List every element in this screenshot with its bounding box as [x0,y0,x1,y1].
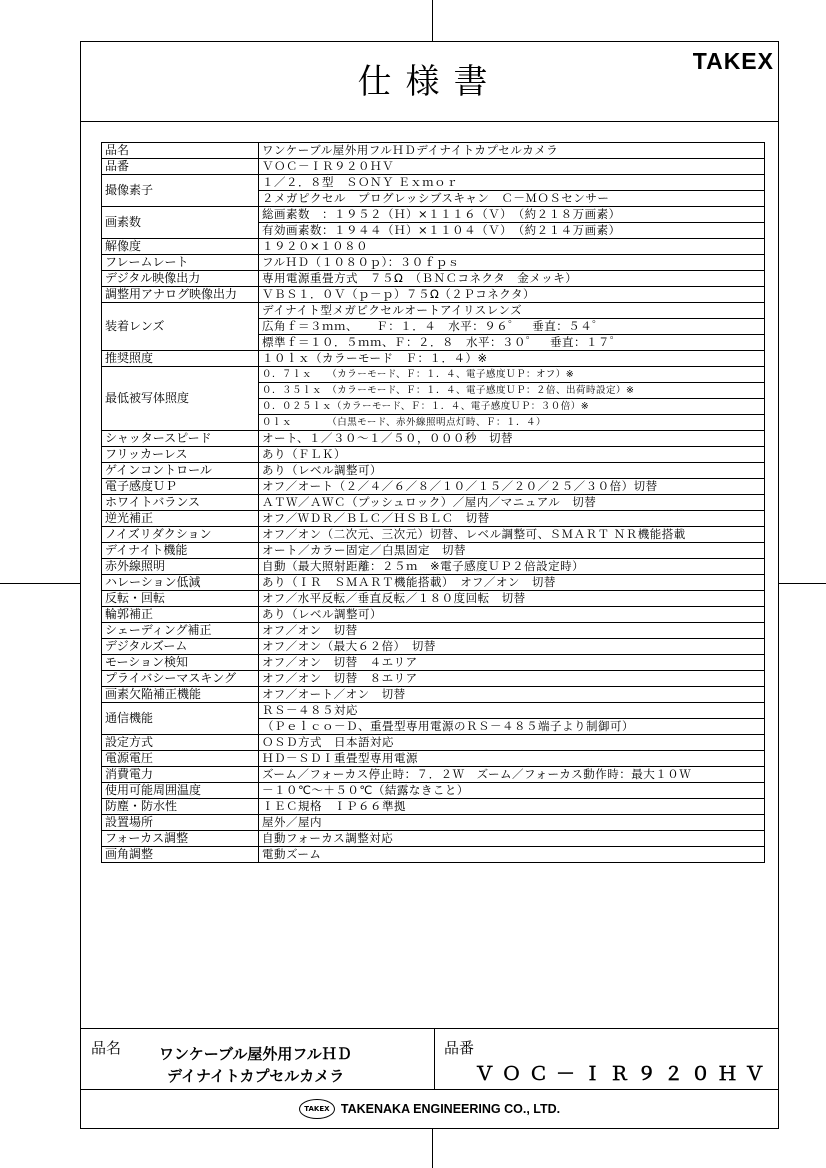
spec-value: ＯＳＤ方式 日本語対応 [259,735,765,751]
table-row [102,207,765,223]
spec-value: １０ｌｘ（カラーモード Ｆ：１．４）※ [259,351,765,367]
page-title: 仕様書 [357,62,502,102]
spec-label: フォーカス調整 [102,831,259,847]
spec-value: 自動（最大照射距離：２５ｍ ※電子感度ＵＰ２倍設定時） [259,559,765,575]
spec-value: あり（ＦＬＫ） [259,447,765,463]
company-block [81,1090,778,1128]
spec-value: １／２．８型 ＳＯＮＹ Ｅｘｍｏｒ [259,175,765,191]
spec-label: 撮像素子 [102,175,259,207]
spec-value: オート／カラー固定／白黒固定 切替 [259,543,765,559]
spec-value: オフ／オン 切替 ８エリア [259,671,765,687]
spec-value: ＡＴＷ／ＡＷＣ（プッシュロック）／屋内／マニュアル 切替 [259,495,765,511]
table-row [102,351,765,367]
table-row [102,479,765,495]
spec-label: デジタル映像出力 [102,271,259,287]
spec-value: あり（レベル調整可） [259,607,765,623]
spec-label: 通信機能 [102,703,259,735]
product-name-label: 品名 [91,1039,122,1057]
spec-value: ＶＢＳ１．０Ｖ（ｐ－ｐ）７５Ω（２Ｐコネクタ） [259,287,765,303]
spec-value: オフ／ＷＤＲ／ＢＬＣ／ＨＳＢＬＣ 切替 [259,511,765,527]
spec-value: オフ／オン（二次元、三次元）切替、レベル調整可、ＳＭＡＲＴ ＮＲ機能搭載 [259,527,765,543]
table-row [102,495,765,511]
spec-value: ０ｌｘ （白黒モード、赤外線照明点灯時、Ｆ：１．４） [259,415,765,431]
product-name-line1: ワンケーブル屋外用フルＨＤ [159,1045,352,1063]
company-logo-icon: TAKEX [299,1099,335,1119]
table-row [102,527,765,543]
spec-value: あり（ＩＲ ＳＭＡＲＴ機能搭載） オフ／オン 切替 [259,575,765,591]
table-row [102,287,765,303]
spec-value: デイナイト型メガピクセルオートアイリスレンズ [259,303,765,319]
spec-label: 解像度 [102,239,259,255]
spec-label: 逆光補正 [102,511,259,527]
table-row [102,767,765,783]
spec-value: 総画素数 ：１９５２（Ｈ）×１１１６（Ｖ） （約２１８万画素） [259,207,765,223]
spec-value: 自動フォーカス調整対応 [259,831,765,847]
spec-label: 品名 [102,143,259,159]
spec-sheet [80,41,779,1129]
spec-value: オフ／オート／オン 切替 [259,687,765,703]
crop-mark-right [779,583,826,584]
spec-label: 使用可能周囲温度 [102,783,259,799]
spec-value: ０．３５ｌｘ （カラーモード、Ｆ：１．４、電子感度ＵＰ：２倍、出荷時設定）※ [259,383,765,399]
spec-value: オフ／オート（２／４／６／８／１０／１５／２０／２５／３０倍）切替 [259,479,765,495]
spec-label: フリッカーレス [102,447,259,463]
table-row [102,751,765,767]
table-row [102,367,765,383]
header [81,42,778,122]
footer [81,1028,778,1128]
spec-label: デジタルズーム [102,639,259,655]
spec-label: フレームレート [102,255,259,271]
spec-label: 品番 [102,159,259,175]
spec-table [101,142,765,863]
table-row [102,735,765,751]
table-row [102,703,765,719]
table-row [102,143,765,159]
product-number-label: 品番 [444,1039,475,1057]
crop-mark-bottom [432,1129,433,1168]
spec-label: ゲインコントロール [102,463,259,479]
spec-label: デイナイト機能 [102,543,259,559]
spec-label: ホワイトバランス [102,495,259,511]
table-row [102,655,765,671]
spec-value: 電動ズーム [259,847,765,863]
spec-value: ＲＳ－４８５対応 [259,703,765,719]
spec-label: 輪郭補正 [102,607,259,623]
spec-label: 電子感度ＵＰ [102,479,259,495]
spec-value: オフ／オン 切替 ４エリア [259,655,765,671]
spec-label: 装着レンズ [102,303,259,351]
table-row [102,559,765,575]
product-number: ＶＯＣ－ＩＲ９２０ＨＶ [475,1063,773,1085]
table-row [102,607,765,623]
spec-label: 画角調整 [102,847,259,863]
table-row [102,671,765,687]
table-row [102,591,765,607]
crop-mark-top [432,0,433,41]
spec-label: 消費電力 [102,767,259,783]
spec-value: ＩＥＣ規格 ＩＰ６６準拠 [259,799,765,815]
spec-value: ＨＤ－ＳＤＩ重畳型専用電源 [259,751,765,767]
table-row [102,815,765,831]
spec-label: ハレーション低減 [102,575,259,591]
spec-value: フルＨＤ（１０８０ｐ）：３０ｆｐｓ [259,255,765,271]
spec-label: 電源電圧 [102,751,259,767]
spec-label: 反転・回転 [102,591,259,607]
spec-value: （Ｐｅｌｃｏ－Ｄ、重畳型専用電源のＲＳ－４８５端子より制御可） [259,719,765,735]
spec-value: ワンケーブル屋外用フルＨＤデイナイトカプセルカメラ [259,143,765,159]
spec-label: 画素欠陥補正機能 [102,687,259,703]
spec-value: ＶＯＣ－ＩＲ９２０ＨＶ [259,159,765,175]
table-row [102,463,765,479]
table-row [102,239,765,255]
table-row [102,687,765,703]
spec-value: １９２０×１０８０ [259,239,765,255]
spec-label: 赤外線照明 [102,559,259,575]
table-row [102,447,765,463]
spec-value: 専用電源重畳方式 ７５Ω （ＢＮＣコネクタ 金メッキ） [259,271,765,287]
spec-label: 最低被写体照度 [102,367,259,431]
spec-value: －１０℃～＋５０℃（結露なきこと） [259,783,765,799]
spec-value: オフ／オン（最大６２倍） 切替 [259,639,765,655]
spec-value: 有効画素数：１９４４（Ｈ）×１１０４（Ｖ） （約２１４万画素） [259,223,765,239]
spec-label: 設置場所 [102,815,259,831]
spec-value: オフ／水平反転／垂直反転／１８０度回転 切替 [259,591,765,607]
spec-value: オフ／オン 切替 [259,623,765,639]
spec-value: ０．７ｌｘ （カラーモード、Ｆ：１．４、電子感度ＵＰ：オフ）※ [259,367,765,383]
table-row [102,623,765,639]
brand-logo: TAKEX [692,48,774,74]
spec-value: 標準ｆ＝１０．５ｍｍ、Ｆ：２．８ 水平：３０゜ 垂直：１７゜ [259,335,765,351]
table-row [102,543,765,559]
footer-product-name [81,1029,435,1090]
spec-label: シャッタースピード [102,431,259,447]
table-row [102,847,765,863]
spec-label: 推奨照度 [102,351,259,367]
table-row [102,255,765,271]
spec-label: モーション検知 [102,655,259,671]
table-row [102,575,765,591]
spec-value: ０．０２５ｌｘ（カラーモード、Ｆ：１．４、電子感度ＵＰ：３０倍）※ [259,399,765,415]
spec-label: 調整用アナログ映像出力 [102,287,259,303]
spec-value: 屋外／屋内 [259,815,765,831]
spec-value: 広角ｆ＝３ｍｍ、 Ｆ：１．４ 水平：９６゜ 垂直：５４゜ [259,319,765,335]
spec-label: ノイズリダクション [102,527,259,543]
product-name-line2: デイナイトカプセルカメラ [167,1067,345,1085]
table-row [102,271,765,287]
spec-label: 防塵・防水性 [102,799,259,815]
table-row [102,511,765,527]
table-row [102,783,765,799]
table-row [102,159,765,175]
table-row [102,639,765,655]
spec-label: 設定方式 [102,735,259,751]
crop-mark-left [0,583,80,584]
table-row [102,175,765,191]
spec-value: ２メガピクセル プログレッシブスキャン Ｃ－ＭＯＳセンサー [259,191,765,207]
spec-value: ズーム／フォーカス停止時：７．２Ｗ ズーム／フォーカス動作時：最大１０Ｗ [259,767,765,783]
spec-label: プライバシーマスキング [102,671,259,687]
spec-value: オート、１／３０～１／５０，０００秒 切替 [259,431,765,447]
table-row [102,799,765,815]
spec-value: あり（レベル調整可） [259,463,765,479]
table-row [102,303,765,319]
company-name: TAKENAKA ENGINEERING CO., LTD. [340,1102,561,1116]
table-row [102,831,765,847]
spec-label: シェーディング補正 [102,623,259,639]
footer-product-number [435,1029,778,1090]
spec-label: 画素数 [102,207,259,239]
table-row [102,431,765,447]
